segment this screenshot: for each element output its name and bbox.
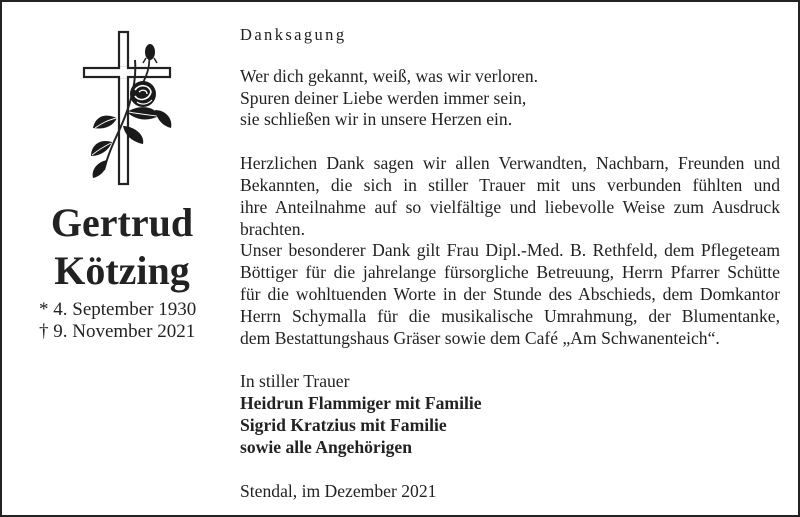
death-date: † 9. November 2021 xyxy=(39,321,196,342)
thanks-line: Herzlichen Dank sagen wir allen Verwandten, Nachbarn, Freunden und xyxy=(240,153,780,174)
mourning-signoff xyxy=(240,371,780,458)
deceased-last-name: Kötzing xyxy=(54,248,190,293)
deceased-first-name: Gertrud xyxy=(50,200,194,245)
cross-with-rose-icon xyxy=(77,30,182,188)
special-line: Unser besonderer Dank gilt Frau Dipl.-Med. B. Rethfeld, dem Pflegeteam xyxy=(240,240,780,261)
thanks-line: ihre Anteilnahme auf so vielfältige und liebevolle Weise zum Ausdruck xyxy=(240,196,780,217)
special-thanks-paragraph xyxy=(240,240,780,349)
poem-line: Wer dich gekannt, weiß, was wir verloren. xyxy=(240,65,539,86)
special-line: Böttiger für die jahrelange fürsorgliche Betreuung, Herrn Pfarrer Schütte xyxy=(240,262,780,283)
poem-line: Spuren deiner Liebe werden immer sein, xyxy=(240,87,527,108)
mourning-intro: In stiller Trauer xyxy=(240,371,350,392)
thanks-line: brachten. xyxy=(240,218,305,239)
left-column xyxy=(2,2,217,515)
special-line: für die wohltuenden Worte in der Stunde des Abschieds, dem Domkantor xyxy=(240,283,780,304)
place-date: Stendal, im Dezember 2021 xyxy=(240,480,437,501)
mourner-name: Sigrid Kratzius mit Familie xyxy=(240,414,447,435)
thanks-paragraph xyxy=(240,153,780,240)
special-line: dem Bestattungshaus Gräser sowie dem Café „Am Schwanenteich“. xyxy=(240,327,720,348)
life-dates xyxy=(39,299,196,343)
birth-date: * 4. September 1930 xyxy=(39,299,197,320)
thanks-line: Bekannten, die sich in stiller Trauer mit uns verbunden fühlten und xyxy=(240,174,780,195)
notice-heading: Danksagung xyxy=(240,25,347,44)
special-line: Herrn Schymalla für die musikalische Umrahmung, der Blumentanke, xyxy=(240,305,780,326)
right-column xyxy=(240,24,780,502)
mourner-name: Heidrun Flammiger mit Familie xyxy=(240,393,482,414)
mourner-name: sowie alle Angehörigen xyxy=(240,436,413,457)
poem xyxy=(240,66,780,131)
poem-line: sie schließen wir in unsere Herzen ein. xyxy=(240,109,513,130)
